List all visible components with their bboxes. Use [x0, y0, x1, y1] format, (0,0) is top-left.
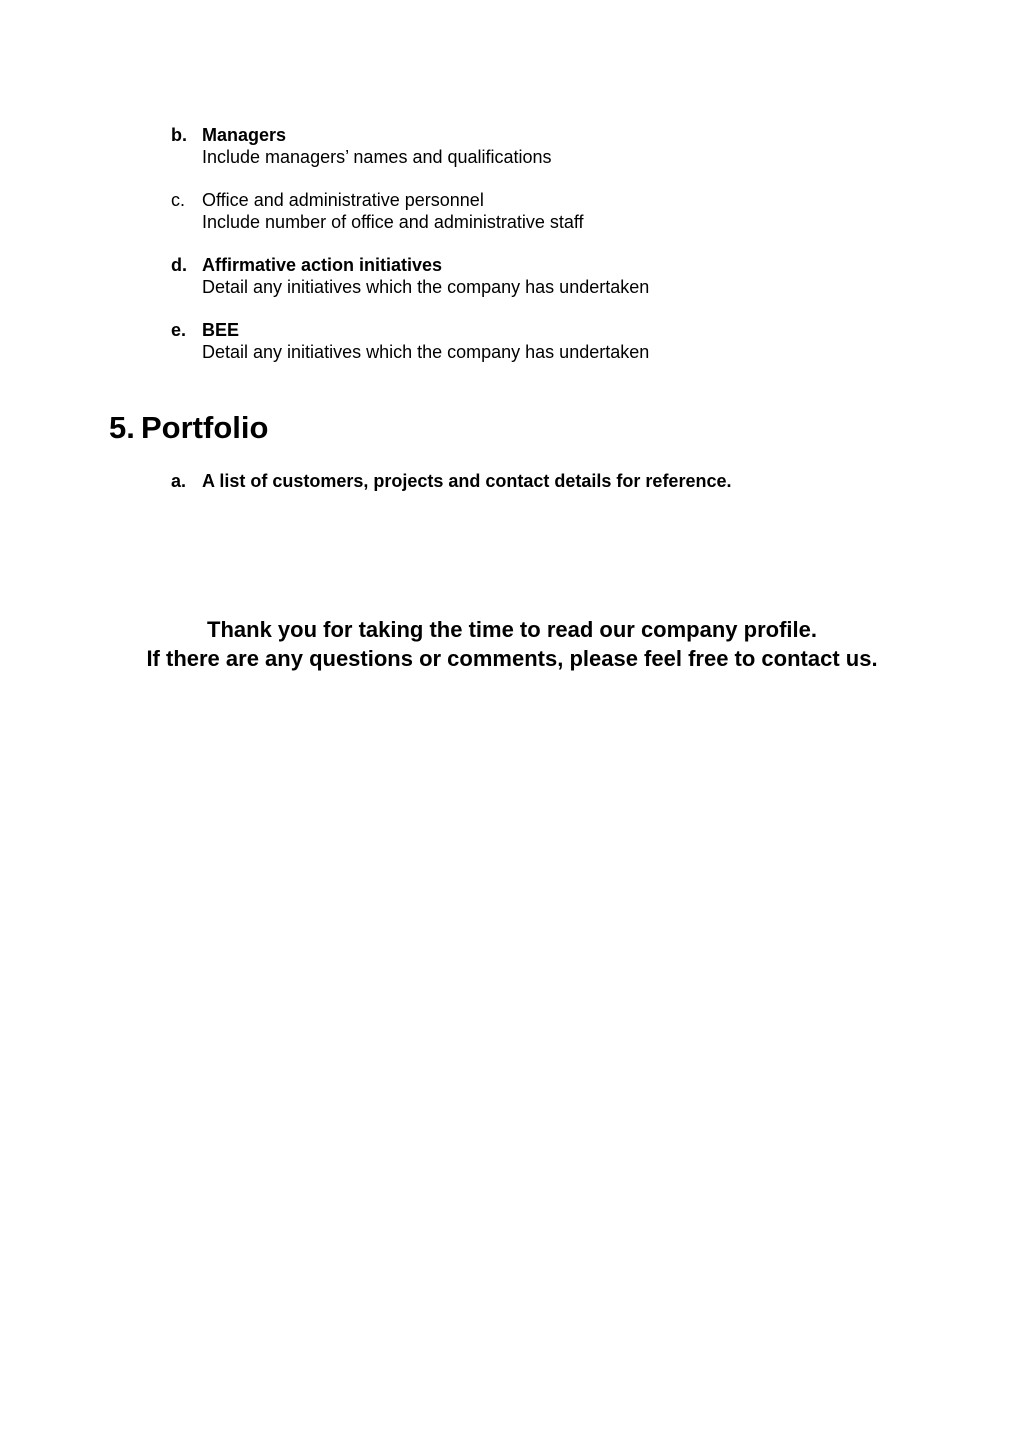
closing-line-2: If there are any questions or comments, please feel free to contact us.	[146, 645, 878, 671]
list-item-bee	[171, 320, 951, 363]
list-item-managers	[171, 125, 951, 168]
item-title: Managers	[202, 125, 287, 145]
item-title: BEE	[202, 320, 240, 340]
item-title: Office and administrative personnel	[202, 190, 484, 210]
list-marker: e.	[171, 320, 187, 340]
closing-message	[0, 616, 1024, 673]
item-description: Detail any initiatives which the company has undertaken	[202, 276, 650, 297]
item-title: A list of customers, projects and contact details for reference.	[202, 471, 732, 491]
list-marker: b.	[171, 125, 187, 145]
item-description: Include managers’ names and qualifications	[202, 146, 552, 167]
section-number: 5.	[109, 410, 135, 445]
list-marker: a.	[171, 471, 187, 491]
list-item-customers	[171, 471, 951, 493]
item-description: Detail any initiatives which the company has undertaken	[202, 341, 650, 362]
section-title: Portfolio	[141, 410, 269, 445]
list-item-affirmative-action	[171, 255, 951, 298]
list-item-office-personnel	[171, 190, 951, 233]
item-description: Include number of office and administrative staff	[202, 211, 584, 232]
section-heading-portfolio	[109, 408, 268, 448]
closing-line-1: Thank you for taking the time to read our company profile.	[207, 617, 817, 642]
list-marker: c.	[171, 190, 186, 210]
item-title: Affirmative action initiatives	[202, 255, 443, 275]
list-marker: d.	[171, 255, 187, 275]
